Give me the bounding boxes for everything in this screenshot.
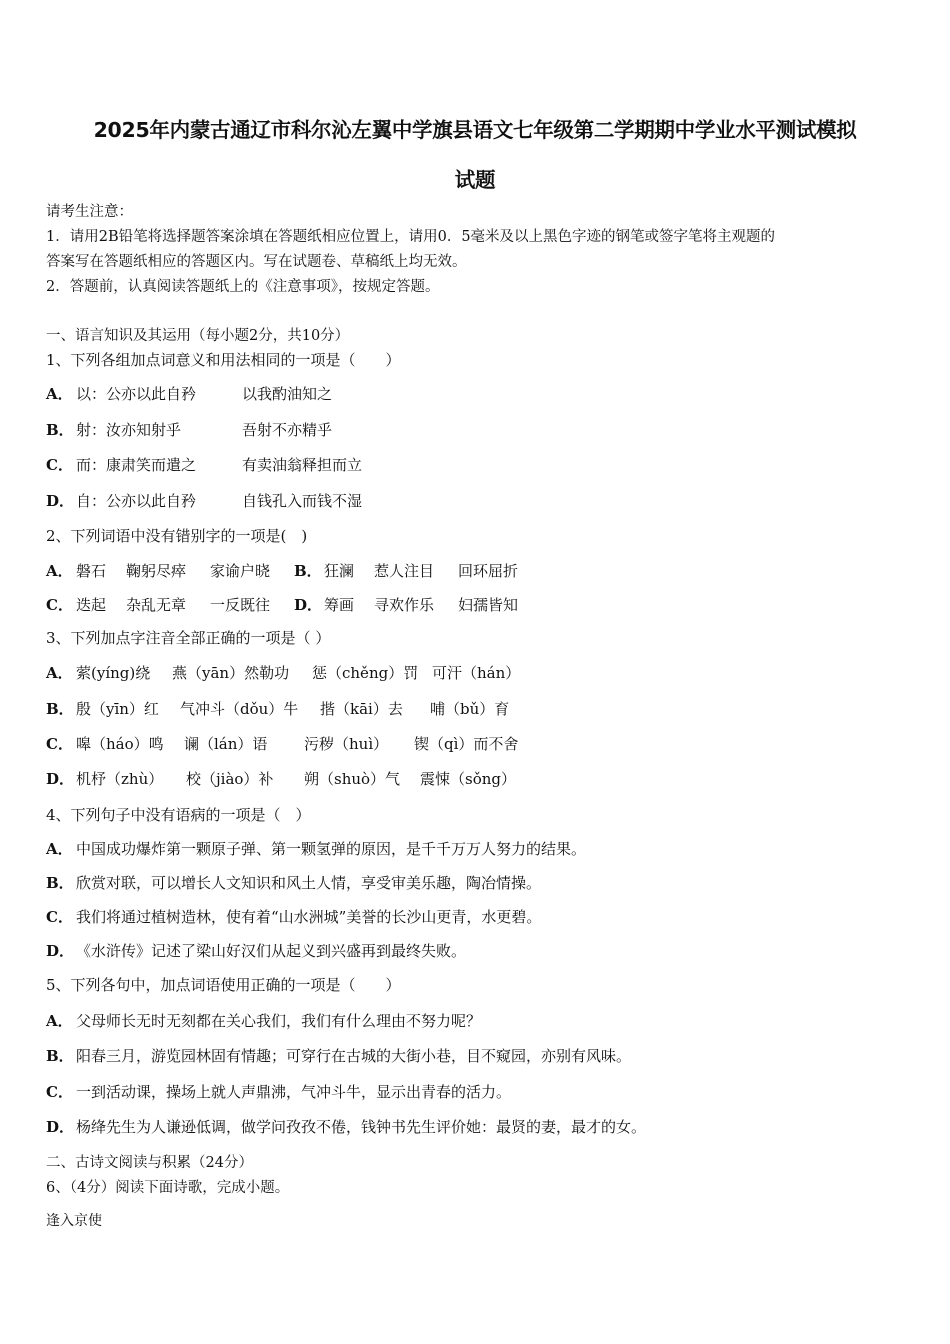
notice-item-2: 2．答题前，认真阅读答题纸上的《注意事项》，按规定答题。 bbox=[46, 279, 440, 295]
section-heading-2: 二、古诗文阅读与积累（24分） bbox=[46, 1155, 253, 1171]
question-1-stem: 1、下列各组加点词意义和用法相同的一项是（ ） bbox=[46, 351, 401, 369]
page-title: 2025年内蒙古通辽市科尔沁左翼中学旗县语文七年级第二学期期中学业水平测试模拟 bbox=[93, 118, 857, 142]
question-4-option-a: A． 中国成功爆炸第一颗原子弹、第一颗氢弹的原因，是千千万万人努力的结果。 bbox=[46, 840, 587, 858]
question-4-option-b: B． 欣赏对联，可以增长人文知识和风土人情，享受审美乐趣，陶冶情操。 bbox=[46, 874, 542, 892]
question-1-option-a: A． 以：公亦以此自矜 以我酌油知之 bbox=[46, 385, 333, 403]
poem-title: 逢入京使 bbox=[46, 1213, 102, 1229]
question-3-option-c: C． 嗥（háo）鸣 谰（lán）语 污秽（huì） 锲（qì）而不舍 bbox=[46, 735, 519, 753]
question-5-option-d: D． 杨绛先生为人谦逊低调，做学问孜孜不倦，钱钟书先生评价她：最贤的妻，最才的女。 bbox=[46, 1118, 647, 1136]
question-5-option-c: C． 一到活动课，操场上就人声鼎沸，气冲斗牛，显示出青春的活力。 bbox=[46, 1083, 512, 1101]
question-1-option-b: B． 射：汝亦知射乎 吾射不亦精乎 bbox=[46, 421, 333, 439]
question-6-stem: 6、（4分）阅读下面诗歌，完成小题。 bbox=[46, 1180, 290, 1196]
question-3-option-a: A． 萦(yíng)绕 燕（yān）然勒功 惩（chěng）罚 可汗（hán） bbox=[46, 664, 521, 682]
question-1-option-d: D． 自：公亦以此自矜 自钱孔入而钱不湿 bbox=[46, 492, 363, 510]
notice-heading: 请考生注意： bbox=[46, 204, 133, 220]
question-5-option-b: B． 阳春三月，游览园林固有情趣；可穿行在古城的大街小巷，目不窥园，亦别有风味。 bbox=[46, 1047, 632, 1065]
question-3-option-d: D． 机杼（zhù） 校（jiào）补 朔（shuò）气 震悚（sǒng） bbox=[46, 770, 516, 788]
section-heading-1: 一、语言知识及其运用（每小题2分，共10分） bbox=[46, 328, 350, 344]
question-2-stem: 2、下列词语中没有错别字的一项是( ) bbox=[46, 527, 308, 545]
question-1-option-c: C． 而：康肃笑而遣之 有卖油翁释担而立 bbox=[46, 456, 363, 474]
question-5-stem: 5、下列各句中，加点词语使用正确的一项是（ ） bbox=[46, 976, 401, 994]
question-5-option-a: A． 父母师长无时无刻都在关心我们，我们有什么理由不努力呢？ bbox=[46, 1012, 482, 1030]
question-2-options-ab: A． 磐石 鞠躬尽瘁 家谕户晓 B． 狂澜 惹人注目 回环屈折 bbox=[46, 562, 519, 580]
question-2-options-cd: C． 迭起 杂乱无章 一反既往 D． 筹画 寻欢作乐 妇孺皆知 bbox=[46, 596, 519, 614]
question-4-option-d: D． 《水浒传》记述了梁山好汉们从起义到兴盛再到最终失败。 bbox=[46, 942, 467, 960]
question-4-stem: 4、下列句子中没有语病的一项是（ ） bbox=[46, 806, 311, 824]
question-3-stem: 3、下列加点字注音全部正确的一项是（ ） bbox=[46, 629, 331, 647]
question-3-option-b: B． 殷（yīn）红 气冲斗（dǒu）牛 揩（kāi）去 哺（bǔ）育 bbox=[46, 700, 510, 718]
page-title-continued: 试题 bbox=[454, 168, 496, 192]
notice-item-1: 1．请用2B铅笔将选择题答案涂填在答题纸相应位置上，请用0．5毫米及以上黑色字迹的钢笔或签字笔将主观题的 bbox=[46, 229, 776, 245]
notice-item-1-continued: 答案写在答题纸相应的答题区内。写在试题卷、草稿纸上均无效。 bbox=[46, 254, 467, 270]
question-4-option-c: C． 我们将通过植树造林，使有着“山水洲城”美誉的长沙山更青，水更碧。 bbox=[46, 908, 542, 926]
